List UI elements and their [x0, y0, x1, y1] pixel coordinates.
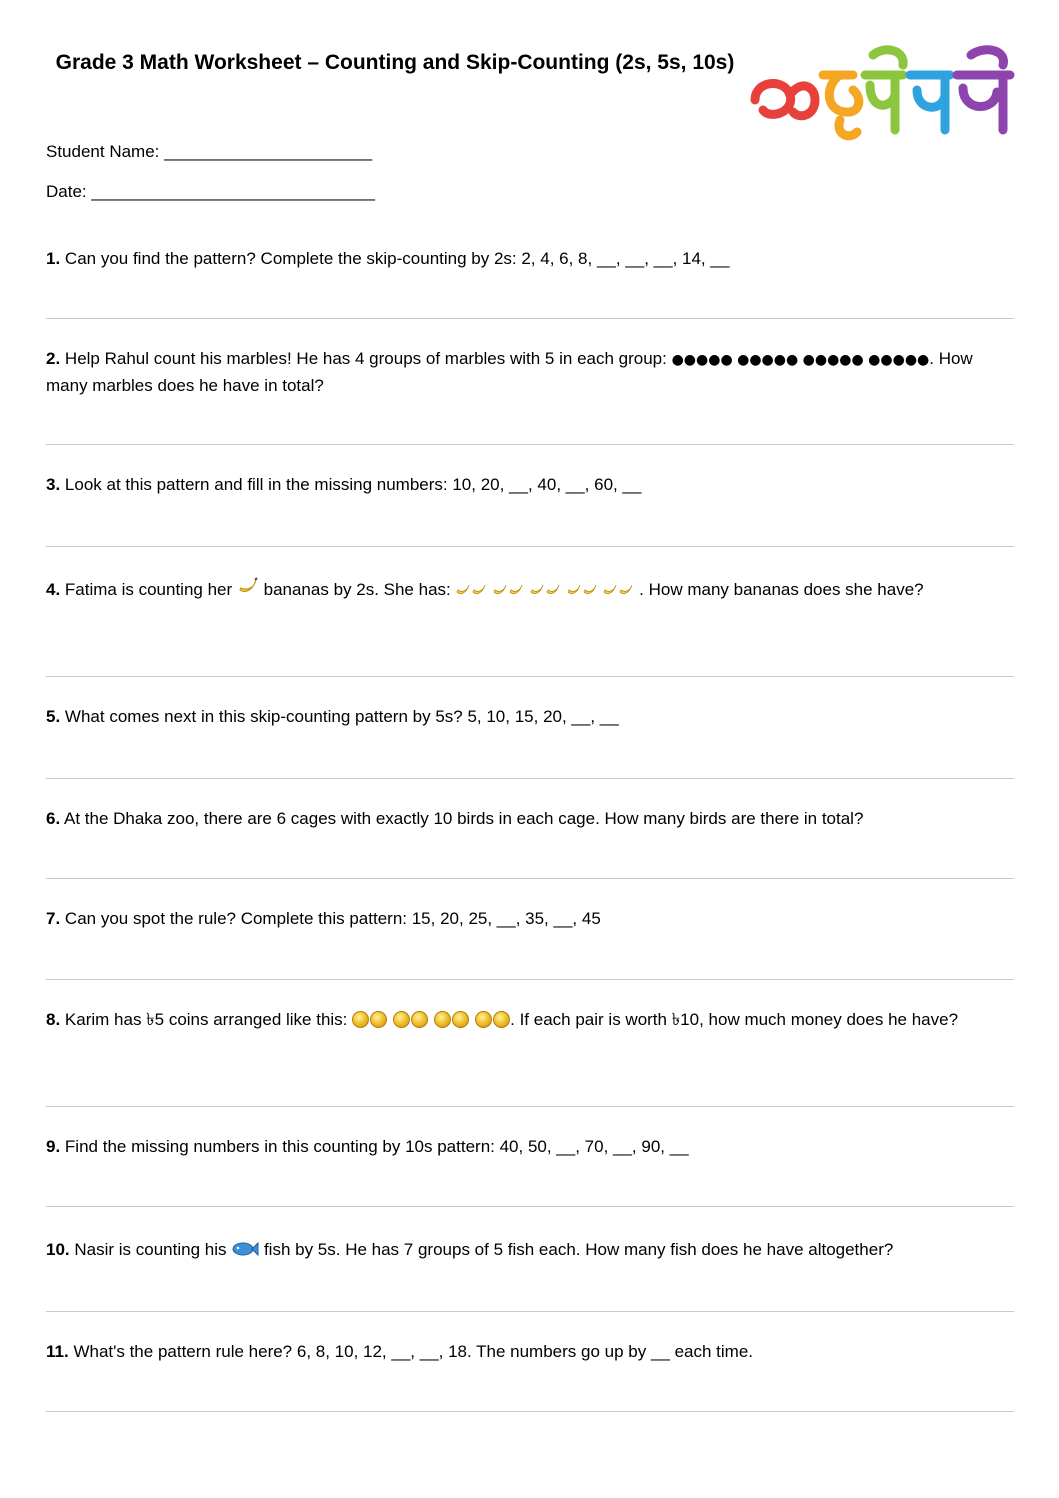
question-number: 2.: [46, 349, 61, 368]
answer-line-5[interactable]: [46, 778, 1014, 779]
question-9: [46, 1134, 1014, 1160]
question-number: 11.: [46, 1342, 69, 1361]
question-number: 6.: [46, 809, 61, 828]
answer-line-10[interactable]: [46, 1311, 1014, 1312]
banana-icon: [545, 582, 561, 596]
coin-pairs: [352, 1010, 510, 1029]
question-text: Karim has ৳5 coins arranged like this:: [64, 1010, 353, 1029]
page-title: Grade 3 Math Worksheet – Counting and Skip-Counting (2s, 5s, 10s): [55, 51, 735, 74]
coin-pair: [393, 1011, 428, 1028]
question-text: Find the missing numbers in this counting by 10s pattern: 40, 50, __, 70, __, 90, __: [64, 1137, 689, 1156]
question-number: 9.: [46, 1137, 61, 1156]
question-text: Fatima is counting her: [64, 580, 237, 599]
banana-icon: [455, 582, 471, 596]
question-text-cont: fish by 5s. He has 7 groups of 5 fish each. How many fish does he have altogether?: [259, 1240, 894, 1259]
question-number: 3.: [46, 475, 61, 494]
coin-icon: [393, 1011, 410, 1028]
question-text: What comes next in this skip-counting pattern by 5s? 5, 10, 15, 20, __, __: [64, 707, 619, 726]
question-text: Help Rahul count his marbles! He has 4 groups of marbles with 5 in each group:: [64, 349, 672, 368]
banana-icon: [508, 582, 524, 596]
answer-line-4[interactable]: [46, 676, 1014, 677]
question-7: [46, 906, 1014, 932]
banana-pair: [602, 580, 634, 599]
answer-line-3[interactable]: [46, 546, 1014, 547]
coin-pair: [352, 1011, 387, 1028]
coin-pair: [434, 1011, 469, 1028]
question-6: [46, 806, 1014, 832]
question-text-cont: . If each pair is worth ৳10, how much money does he have?: [510, 1010, 959, 1029]
question-10: [46, 1237, 1014, 1263]
answer-line-1[interactable]: [46, 318, 1014, 319]
question-number: 1.: [46, 249, 61, 268]
banana-icon: [529, 582, 545, 596]
anushiloni-logo: [745, 40, 1020, 155]
answer-line-7[interactable]: [46, 979, 1014, 980]
banana-icon: [237, 576, 259, 596]
coin-icon: [434, 1011, 451, 1028]
answer-line-2[interactable]: [46, 444, 1014, 445]
coin-icon: [493, 1011, 510, 1028]
banana-icon: [582, 582, 598, 596]
banana-icon: [471, 582, 487, 596]
coin-icon: [475, 1011, 492, 1028]
banana-pair: [455, 580, 487, 599]
question-8: [46, 1007, 1014, 1033]
coin-icon: [452, 1011, 469, 1028]
question-number: 8.: [46, 1010, 61, 1029]
question-text: Look at this pattern and fill in the missing numbers: 10, 20, __, 40, __, 60, __: [64, 475, 642, 494]
date-field[interactable]: Date: ______________________________: [46, 182, 375, 201]
banana-pair: [492, 580, 524, 599]
banana-icon: [618, 582, 634, 596]
fish-icon: [231, 1240, 259, 1258]
question-text: Can you spot the rule? Complete this pattern: 15, 20, 25, __, 35, __, 45: [64, 909, 601, 928]
answer-line-8[interactable]: [46, 1106, 1014, 1107]
question-11: [46, 1339, 1014, 1365]
question-number: 7.: [46, 909, 61, 928]
answer-line-11[interactable]: [46, 1411, 1014, 1412]
coin-icon: [370, 1011, 387, 1028]
question-4: [46, 576, 1014, 603]
question-text: What's the pattern rule here? 6, 8, 10, 12, __, __, 18. The numbers go up by __ each time.: [73, 1342, 754, 1361]
coin-icon: [352, 1011, 369, 1028]
question-text-cont: . How many marbles does he have in total?: [46, 349, 973, 395]
question-3: [46, 472, 1014, 498]
question-number: 4.: [46, 580, 61, 599]
question-1: [46, 246, 1014, 272]
banana-icon: [566, 582, 582, 596]
question-text: Can you find the pattern? Complete the skip-counting by 2s: 2, 4, 6, 8, __, __, __, 14, __: [64, 249, 730, 268]
banana-icon: [492, 582, 508, 596]
question-text: Nasir is counting his: [74, 1240, 232, 1259]
question-2: [46, 346, 1014, 399]
question-number: 5.: [46, 707, 61, 726]
question-text: At the Dhaka zoo, there are 6 cages with exactly 10 birds in each cage. How many birds are there in total?: [63, 809, 864, 828]
question-text-end: . How many bananas does she have?: [639, 580, 924, 599]
question-number: 10.: [46, 1240, 70, 1259]
question-text-cont: bananas by 2s. She has:: [258, 580, 456, 599]
banana-pair: [566, 580, 598, 599]
banana-pairs: [455, 580, 639, 599]
student-name-field[interactable]: Student Name: ______________________: [46, 142, 373, 161]
coin-icon: [411, 1011, 428, 1028]
answer-line-9[interactable]: [46, 1206, 1014, 1207]
banana-icon: [602, 582, 618, 596]
banana-pair: [529, 580, 561, 599]
question-5: [46, 704, 1014, 730]
coin-pair: [475, 1011, 510, 1028]
answer-line-6[interactable]: [46, 878, 1014, 879]
marble-groups: ●●●●● ●●●●● ●●●●● ●●●●●: [671, 352, 930, 368]
